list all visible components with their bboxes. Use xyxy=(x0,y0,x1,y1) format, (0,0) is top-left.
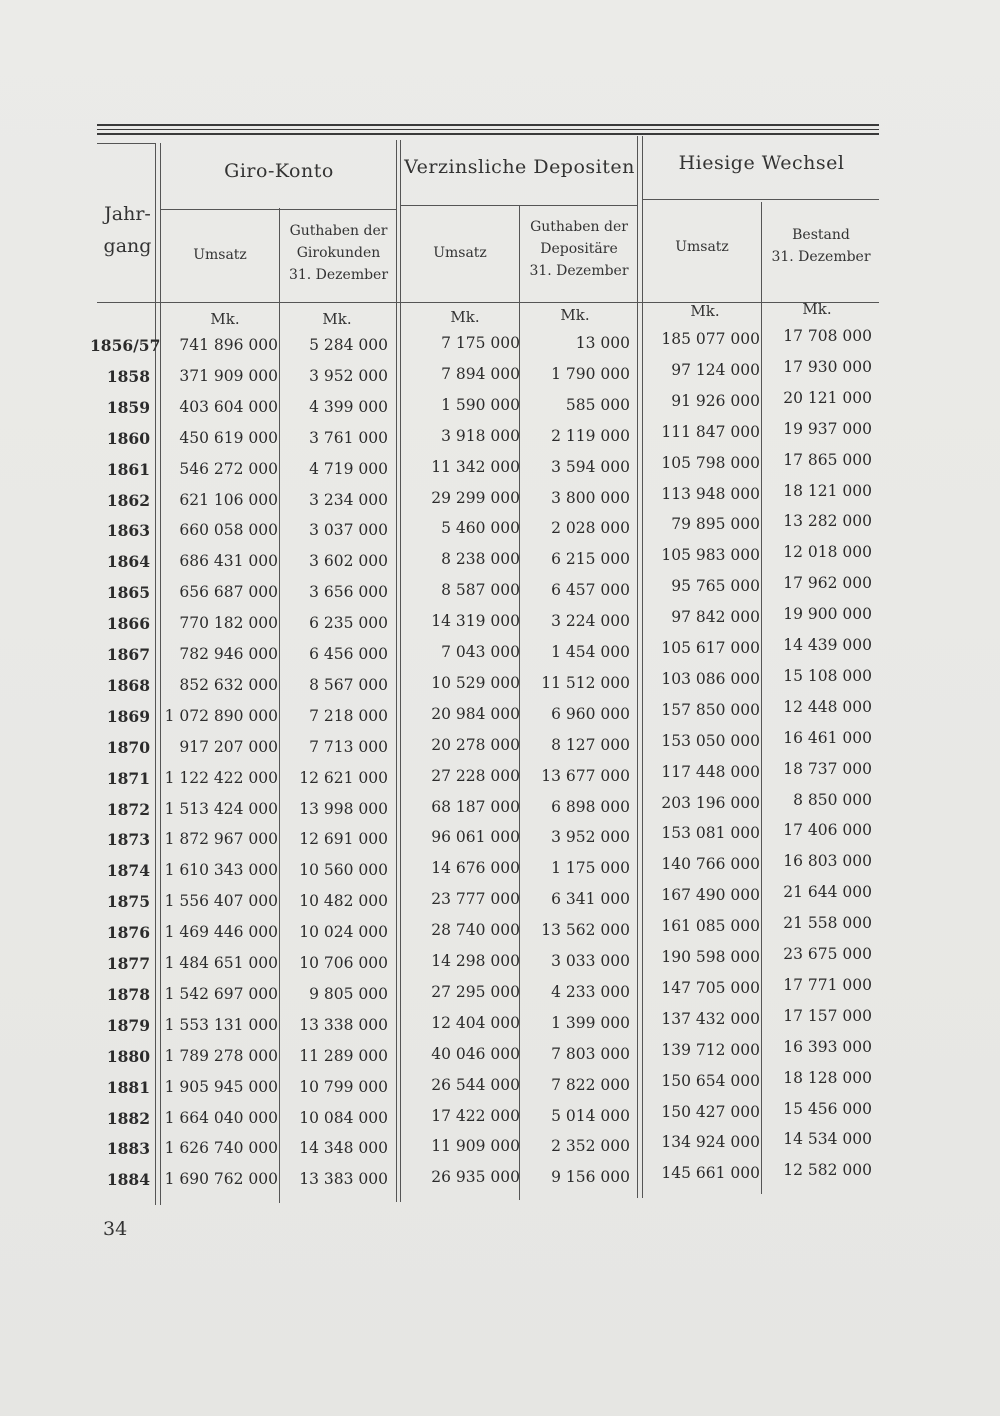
value-cell: 8 567 000 xyxy=(309,675,388,694)
value-cell: 4 399 000 xyxy=(309,397,388,416)
value-cell: 4 233 000 xyxy=(551,982,630,1001)
subheader-depositen-umsatz xyxy=(402,242,518,264)
value-cell: 3 033 000 xyxy=(551,952,630,970)
value-cell: 3 918 000 xyxy=(441,426,520,445)
group-title-giro-konto: Giro-Konto xyxy=(224,160,334,182)
value-cell: 150 654 000 xyxy=(661,1071,760,1090)
value-cell: 546 272 000 xyxy=(179,459,278,478)
value-cell: 17 771 000 xyxy=(783,975,872,994)
value-cell: 8 850 000 xyxy=(793,790,872,809)
value-cell: 26 544 000 xyxy=(431,1075,520,1094)
value-cell: 7 175 000 xyxy=(441,334,520,352)
value-cell: 3 037 000 xyxy=(309,521,388,540)
value-cell: 29 299 000 xyxy=(431,488,520,507)
subheader-text: 31. Dezember xyxy=(288,267,389,283)
value-cell: 13 282 000 xyxy=(783,512,872,531)
value-cell: 1 553 131 000 xyxy=(164,1015,278,1034)
year-cell: 1874 xyxy=(106,861,150,881)
subheader-text: Umsatz xyxy=(193,247,247,263)
value-cell: 10 799 000 xyxy=(299,1077,388,1096)
subheader-wechsel-bestand xyxy=(763,224,879,268)
year-cell: 1859 xyxy=(106,397,150,417)
value-cell: 1 513 424 000 xyxy=(164,799,278,818)
value-cell: 16 803 000 xyxy=(783,852,872,871)
value-cell: 6 457 000 xyxy=(551,581,630,600)
year-cell: 1870 xyxy=(106,737,150,757)
unit-label: Mk. xyxy=(450,308,480,326)
value-cell: 20 121 000 xyxy=(783,388,872,407)
value-cell: 40 046 000 xyxy=(431,1044,520,1063)
subheader-giro-guthaben xyxy=(281,220,396,286)
value-cell: 7 803 000 xyxy=(551,1044,630,1063)
value-cell: 97 124 000 xyxy=(671,360,760,379)
value-cell: 13 338 000 xyxy=(299,1015,388,1034)
value-cell: 153 050 000 xyxy=(661,731,760,750)
value-cell: 621 106 000 xyxy=(179,490,278,509)
value-cell: 105 617 000 xyxy=(661,639,760,657)
value-cell: 9 805 000 xyxy=(309,984,388,1003)
value-cell: 6 456 000 xyxy=(309,645,388,663)
value-cell: 7 713 000 xyxy=(309,737,388,756)
value-cell: 852 632 000 xyxy=(179,675,278,694)
value-cell: 20 984 000 xyxy=(431,704,520,723)
year-cell: 1856/57 xyxy=(90,336,161,355)
subheader-wechsel-umsatz xyxy=(644,236,760,258)
value-cell: 3 602 000 xyxy=(309,552,388,571)
year-cell: 1872 xyxy=(106,799,150,819)
subheader-text: 31. Dezember xyxy=(529,263,629,279)
value-cell: 1 626 740 000 xyxy=(164,1139,278,1158)
value-cell: 1 469 446 000 xyxy=(164,923,278,942)
value-cell: 134 924 000 xyxy=(661,1133,760,1152)
value-cell: 17 962 000 xyxy=(783,574,872,593)
value-cell: 91 926 000 xyxy=(671,391,760,410)
value-cell: 95 765 000 xyxy=(671,577,760,596)
value-cell: 660 058 000 xyxy=(179,521,278,540)
value-cell: 161 085 000 xyxy=(661,917,760,936)
value-cell: 782 946 000 xyxy=(179,645,278,663)
value-cell: 105 798 000 xyxy=(661,453,760,472)
value-cell: 1 610 343 000 xyxy=(164,861,278,880)
value-cell: 97 842 000 xyxy=(671,608,760,627)
value-cell: 19 937 000 xyxy=(783,419,872,438)
value-cell: 13 998 000 xyxy=(299,799,388,818)
year-cell: 1876 xyxy=(106,923,150,943)
value-cell: 1 872 967 000 xyxy=(164,830,278,849)
top-double-rule xyxy=(97,124,879,140)
value-cell: 23 675 000 xyxy=(783,945,872,963)
value-cell: 2 119 000 xyxy=(551,426,630,445)
year-cell: 1864 xyxy=(106,552,150,572)
year-cell: 1862 xyxy=(106,490,150,510)
value-cell: 117 448 000 xyxy=(661,762,760,781)
value-cell: 4 719 000 xyxy=(309,459,388,478)
value-cell: 27 228 000 xyxy=(431,766,520,785)
value-cell: 185 077 000 xyxy=(661,330,760,348)
value-cell: 5 284 000 xyxy=(309,336,388,354)
value-cell: 16 461 000 xyxy=(783,728,872,747)
value-cell: 14 298 000 xyxy=(431,952,520,970)
value-cell: 17 708 000 xyxy=(783,327,872,345)
subheader-giro-umsatz xyxy=(162,244,278,266)
value-cell: 27 295 000 xyxy=(431,982,520,1001)
value-cell: 167 490 000 xyxy=(661,886,760,905)
value-cell: 153 081 000 xyxy=(661,824,760,843)
value-cell: 12 621 000 xyxy=(299,768,388,787)
value-cell: 12 018 000 xyxy=(783,543,872,562)
subheader-text: Guthaben der xyxy=(530,219,628,235)
year-cell: 1858 xyxy=(106,366,150,386)
value-cell: 13 000 xyxy=(575,334,630,352)
value-cell: 10 560 000 xyxy=(299,861,388,880)
value-cell: 6 341 000 xyxy=(551,890,630,909)
value-cell: 2 028 000 xyxy=(551,519,630,538)
value-cell: 403 604 000 xyxy=(179,397,278,416)
value-cell: 585 000 xyxy=(565,395,630,414)
value-cell: 1 905 945 000 xyxy=(164,1077,278,1096)
value-cell: 17 422 000 xyxy=(431,1106,520,1125)
value-cell: 203 196 000 xyxy=(661,793,760,812)
year-cell: 1877 xyxy=(106,954,150,973)
year-header-line-1: Jahr- xyxy=(104,203,151,225)
value-cell: 7 043 000 xyxy=(441,643,520,661)
value-cell: 3 952 000 xyxy=(551,828,630,847)
value-cell: 26 935 000 xyxy=(431,1168,520,1187)
value-cell: 15 108 000 xyxy=(783,666,872,685)
value-cell: 10 706 000 xyxy=(299,954,388,972)
table-row xyxy=(0,1161,1000,1201)
year-cell: 1873 xyxy=(106,830,150,850)
value-cell: 1 664 040 000 xyxy=(164,1108,278,1127)
value-cell: 113 948 000 xyxy=(661,484,760,503)
value-cell: 1 175 000 xyxy=(551,859,630,878)
value-cell: 656 687 000 xyxy=(179,583,278,602)
value-cell: 3 800 000 xyxy=(551,488,630,507)
value-cell: 14 676 000 xyxy=(431,859,520,878)
value-cell: 450 619 000 xyxy=(179,428,278,447)
value-cell: 8 127 000 xyxy=(551,735,630,754)
value-cell: 147 705 000 xyxy=(661,978,760,997)
value-cell: 1 542 697 000 xyxy=(164,984,278,1003)
value-cell: 1 789 278 000 xyxy=(164,1046,278,1065)
unit-label: Mk. xyxy=(802,300,832,318)
value-cell: 17 865 000 xyxy=(783,450,872,469)
value-cell: 17 930 000 xyxy=(783,357,872,376)
value-cell: 14 348 000 xyxy=(299,1139,388,1158)
value-cell: 1 454 000 xyxy=(551,643,630,661)
year-cell: 1861 xyxy=(106,459,150,479)
value-cell: 6 898 000 xyxy=(551,797,630,816)
value-cell: 190 598 000 xyxy=(661,948,760,966)
value-cell: 8 238 000 xyxy=(441,550,520,569)
value-cell: 140 766 000 xyxy=(661,855,760,874)
year-cell: 1865 xyxy=(106,583,150,603)
unit-label: Mk. xyxy=(690,302,720,320)
value-cell: 10 529 000 xyxy=(431,673,520,692)
value-cell: 19 900 000 xyxy=(783,605,872,624)
value-cell: 3 594 000 xyxy=(551,457,630,476)
value-cell: 15 456 000 xyxy=(783,1099,872,1118)
year-cell: 1884 xyxy=(106,1170,150,1190)
value-cell: 1 399 000 xyxy=(551,1013,630,1032)
value-cell: 18 121 000 xyxy=(783,481,872,500)
year-cell: 1866 xyxy=(106,614,150,634)
value-cell: 3 234 000 xyxy=(309,490,388,509)
year-cell: 1878 xyxy=(106,984,150,1004)
value-cell: 5 014 000 xyxy=(551,1106,630,1125)
value-cell: 105 983 000 xyxy=(661,546,760,565)
value-cell: 14 439 000 xyxy=(783,636,872,654)
value-cell: 103 086 000 xyxy=(661,669,760,688)
year-cell: 1875 xyxy=(106,892,150,912)
unit-label: Mk. xyxy=(210,310,240,328)
value-cell: 3 952 000 xyxy=(309,366,388,385)
value-cell: 96 061 000 xyxy=(431,828,520,847)
group-title-depositen: Verzinsliche Depositen xyxy=(404,156,635,178)
value-cell: 371 909 000 xyxy=(179,366,278,385)
value-cell: 8 587 000 xyxy=(441,581,520,600)
value-cell: 18 128 000 xyxy=(783,1068,872,1087)
value-cell: 6 235 000 xyxy=(309,614,388,633)
unit-label: Mk. xyxy=(560,306,590,324)
value-cell: 3 224 000 xyxy=(551,612,630,631)
value-cell: 9 156 000 xyxy=(551,1168,630,1187)
value-cell: 741 896 000 xyxy=(179,336,278,354)
year-cell: 1879 xyxy=(106,1015,150,1035)
value-cell: 770 182 000 xyxy=(179,614,278,633)
value-cell: 150 427 000 xyxy=(661,1102,760,1121)
subheader-text: 31. Dezember xyxy=(771,249,871,265)
value-cell: 10 482 000 xyxy=(299,892,388,911)
value-cell: 11 289 000 xyxy=(299,1046,388,1065)
year-cell: 1871 xyxy=(106,768,150,788)
value-cell: 1 072 890 000 xyxy=(164,706,278,725)
subheader-text: Girokunden xyxy=(296,245,381,261)
subheader-text: Umsatz xyxy=(433,245,487,261)
value-cell: 21 558 000 xyxy=(783,914,872,933)
value-cell: 13 677 000 xyxy=(541,766,630,785)
value-cell: 16 393 000 xyxy=(783,1037,872,1056)
year-cell: 1880 xyxy=(106,1046,150,1066)
value-cell: 6 215 000 xyxy=(551,550,630,569)
value-cell: 68 187 000 xyxy=(431,797,520,816)
value-cell: 12 691 000 xyxy=(299,830,388,849)
value-cell: 20 278 000 xyxy=(431,735,520,754)
unit-label: Mk. xyxy=(322,310,352,328)
year-cell: 1881 xyxy=(106,1077,150,1097)
year-column-header xyxy=(100,198,155,262)
value-cell: 11 909 000 xyxy=(431,1137,520,1156)
value-cell: 1 484 651 000 xyxy=(164,954,278,972)
value-cell: 28 740 000 xyxy=(431,921,520,940)
year-cell: 1863 xyxy=(106,521,150,541)
value-cell: 13 383 000 xyxy=(299,1170,388,1189)
value-cell: 1 556 407 000 xyxy=(164,892,278,911)
value-cell: 1 590 000 xyxy=(441,395,520,414)
value-cell: 1 690 762 000 xyxy=(164,1170,278,1189)
value-cell: 7 894 000 xyxy=(441,364,520,383)
value-cell: 17 157 000 xyxy=(783,1006,872,1025)
value-cell: 2 352 000 xyxy=(551,1137,630,1156)
value-cell: 139 712 000 xyxy=(661,1040,760,1059)
value-cell: 14 319 000 xyxy=(431,612,520,631)
value-cell: 137 432 000 xyxy=(661,1009,760,1028)
value-cell: 12 582 000 xyxy=(783,1161,872,1180)
value-cell: 3 761 000 xyxy=(309,428,388,447)
subheader-text: Guthaben der xyxy=(289,223,388,239)
value-cell: 686 431 000 xyxy=(179,552,278,571)
value-cell: 12 448 000 xyxy=(783,697,872,716)
value-cell: 10 024 000 xyxy=(299,923,388,942)
group-title-wechsel: Hiesige Wechsel xyxy=(678,152,845,174)
year-cell: 1860 xyxy=(106,428,150,448)
value-cell: 1 790 000 xyxy=(551,364,630,383)
value-cell: 1 122 422 000 xyxy=(164,768,278,787)
value-cell: 3 656 000 xyxy=(309,583,388,602)
value-cell: 79 895 000 xyxy=(671,515,760,534)
year-cell: 1882 xyxy=(106,1108,150,1128)
value-cell: 12 404 000 xyxy=(431,1013,520,1032)
value-cell: 14 534 000 xyxy=(783,1130,872,1149)
year-cell: 1867 xyxy=(106,645,150,664)
subheader-text: Bestand xyxy=(792,227,850,243)
value-cell: 11 342 000 xyxy=(431,457,520,476)
value-cell: 18 737 000 xyxy=(783,759,872,778)
value-cell: 111 847 000 xyxy=(661,422,760,441)
value-cell: 145 661 000 xyxy=(661,1164,760,1183)
page-number: 34 xyxy=(103,1218,128,1240)
value-cell: 157 850 000 xyxy=(661,700,760,719)
value-cell: 5 460 000 xyxy=(441,519,520,538)
value-cell: 7 822 000 xyxy=(551,1075,630,1094)
year-cell: 1883 xyxy=(106,1139,150,1159)
value-cell: 21 644 000 xyxy=(783,883,872,902)
year-header-line-2: gang xyxy=(103,235,152,257)
value-cell: 17 406 000 xyxy=(783,821,872,840)
value-cell: 917 207 000 xyxy=(179,737,278,756)
value-cell: 23 777 000 xyxy=(431,890,520,909)
year-cell: 1869 xyxy=(106,706,150,726)
value-cell: 10 084 000 xyxy=(299,1108,388,1127)
year-cell: 1868 xyxy=(106,675,150,695)
value-cell: 7 218 000 xyxy=(309,706,388,725)
value-cell: 6 960 000 xyxy=(551,704,630,723)
subheader-text: Umsatz xyxy=(675,239,729,255)
value-cell: 11 512 000 xyxy=(541,673,630,692)
subheader-text: Depositäre xyxy=(540,241,618,257)
value-cell: 13 562 000 xyxy=(541,921,630,940)
subheader-depositen-guthaben xyxy=(521,216,637,282)
